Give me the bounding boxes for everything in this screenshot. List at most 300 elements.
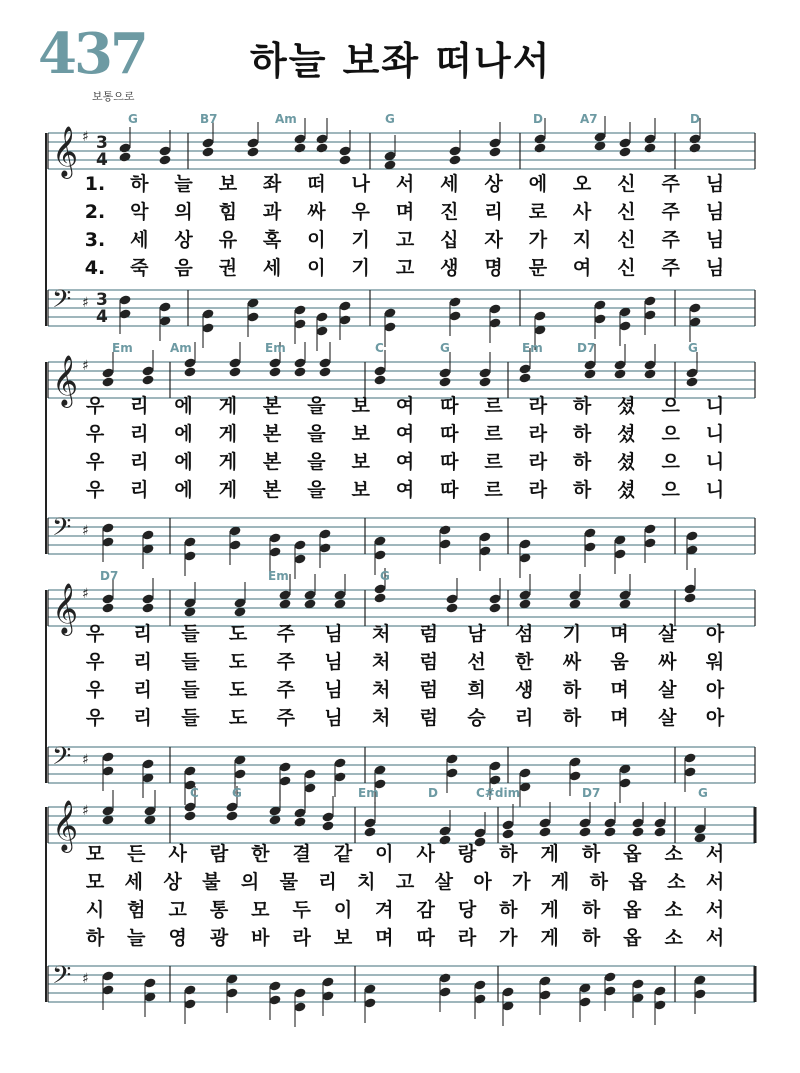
bass-note (363, 983, 376, 1023)
lyric-syllable: 혹 (262, 229, 282, 251)
lyric-syllable: 살 (658, 707, 677, 729)
lyric-syllable: 하 (499, 843, 518, 865)
chord-symbol: G (380, 569, 390, 583)
chord-symbol: D (428, 786, 438, 800)
chord-symbol: C (190, 786, 199, 800)
lyric-syllable: 죽 (130, 257, 149, 279)
lyric-syllable: 르 (484, 479, 503, 501)
treble-staff (48, 116, 755, 179)
lyric-syllable: 본 (262, 479, 282, 501)
bass-clef-icon: 𝄢 (52, 285, 72, 320)
lyric-syllable: 처 (372, 623, 391, 645)
lyric-syllable: 남 (467, 623, 486, 645)
bass-staff (48, 742, 755, 808)
lyric-syllable: 리 (133, 707, 152, 729)
chord-symbol: B7 (200, 112, 218, 126)
bass-note (438, 524, 451, 564)
treble-note (438, 352, 451, 388)
treble-note (445, 578, 458, 614)
bass-note (613, 534, 626, 574)
treble-note (293, 342, 306, 378)
lyric-line-verse-4 (85, 256, 724, 279)
bass-note (501, 986, 514, 1026)
chord-symbol: G (128, 112, 138, 126)
lyric-syllable: 셨 (617, 395, 636, 417)
lyric-syllable: 여 (572, 257, 592, 279)
lyric-syllable: 자 (484, 229, 503, 251)
lyric-syllable: 따 (440, 479, 459, 501)
bass-note (101, 751, 114, 791)
treble-note (141, 350, 154, 386)
chord-symbol: Am (170, 341, 192, 355)
bass-note (688, 302, 701, 342)
lyric-syllable: 에 (174, 395, 193, 417)
lyric-syllable: 우 (85, 623, 105, 645)
lyric-syllable: 한 (251, 843, 270, 865)
bass-clef-icon: 𝄢 (52, 961, 72, 996)
lyric-syllable: 섬 (515, 623, 534, 645)
treble-note (448, 130, 461, 166)
lyric-syllable: 주 (661, 229, 680, 251)
lyric-syllable: 겨 (375, 899, 394, 921)
lyric-syllable: 리 (133, 651, 152, 673)
bass-note (603, 971, 616, 1011)
lyric-syllable: 라 (528, 479, 548, 501)
lyric-syllable: 불 (202, 871, 221, 893)
hymn-number: 437 (38, 21, 146, 87)
bass-note (321, 976, 334, 1016)
lyric-syllable: 하 (85, 927, 105, 949)
lyric-syllable: 희 (467, 679, 486, 701)
treble-note (101, 790, 114, 826)
lyric-syllable: 따 (416, 927, 435, 949)
lyric-syllable: 서 (395, 173, 415, 195)
lyric-syllable: 들 (181, 623, 200, 645)
lyric-syllable: 럼 (419, 651, 438, 673)
treble-clef-icon: 𝄞 (52, 126, 79, 177)
lyric-syllable: 처 (372, 707, 391, 729)
lyric-syllable: 주 (661, 257, 680, 279)
treble-note (488, 578, 501, 614)
key-signature-sharp-icon: ♯ (82, 752, 89, 768)
lyric-syllable: 을 (307, 395, 326, 417)
treble-note (373, 350, 386, 386)
lyric-syllable: 하 (572, 479, 592, 501)
lyric-syllable: 생 (515, 679, 534, 701)
lyric-syllable: 주 (661, 173, 680, 195)
lyric-syllable: 이 (375, 843, 394, 865)
lyric-syllable: 게 (540, 899, 559, 921)
lyric-syllable: 니 (705, 479, 725, 501)
lyric-syllable: 늘 (127, 927, 146, 949)
lyric-syllable: 생 (440, 257, 459, 279)
lyric-syllable: 을 (307, 451, 326, 473)
chord-symbol: Em (268, 569, 289, 583)
lyric-syllable: 우 (85, 707, 105, 729)
lyric-syllable: 에 (174, 423, 193, 445)
treble-note (315, 118, 328, 154)
lyric-syllable: 여 (395, 395, 415, 417)
chord-symbol: A7 (580, 112, 598, 126)
bass-note (653, 985, 666, 1025)
time-signature: 4 (96, 150, 108, 170)
lyric-syllable: 게 (550, 871, 570, 893)
lyric-syllable: 승 (467, 707, 486, 729)
lyric-syllable: 살 (658, 623, 677, 645)
verse-number: 2. (84, 201, 106, 223)
bass-note (293, 987, 306, 1027)
lyric-syllable: 상 (484, 173, 503, 195)
lyric-syllable: 기 (351, 257, 370, 279)
lyric-syllable: 르 (484, 451, 503, 473)
lyric-syllable: 하 (581, 899, 601, 921)
treble-note (228, 342, 241, 378)
lyric-syllable: 세 (130, 229, 149, 251)
lyric-syllable: 떠 (307, 173, 326, 195)
lyric-line-verse-4 (86, 478, 724, 501)
bass-note (593, 299, 606, 339)
lyric-syllable: 험 (127, 899, 146, 921)
music-system-3 (46, 568, 755, 808)
treble-note (518, 574, 531, 610)
lyric-syllable: 도 (228, 707, 248, 729)
bass-note (685, 530, 698, 570)
lyric-line-verse-3 (85, 228, 724, 251)
lyric-syllable: 여 (395, 479, 415, 501)
lyric-syllable: 의 (240, 871, 260, 893)
lyric-syllable: 로 (528, 201, 548, 223)
lyric-syllable: 문 (528, 257, 548, 279)
lyric-syllable: 보 (351, 451, 370, 473)
lyric-syllable: 지 (572, 229, 592, 251)
lyric-syllable: 모 (85, 871, 105, 893)
lyric-syllable: 바 (251, 927, 270, 949)
lyric-syllable: 신 (617, 201, 636, 223)
lyric-syllable: 라 (528, 395, 548, 417)
lyric-syllable: 라 (528, 423, 548, 445)
key-signature-sharp-icon: ♯ (82, 971, 89, 987)
lyric-syllable: 모 (251, 899, 270, 921)
bass-note (141, 529, 154, 569)
treble-note (303, 574, 316, 610)
lyric-syllable: 유 (218, 229, 238, 251)
lyric-syllable: 들 (181, 651, 200, 673)
lyric-syllable: 보 (351, 395, 370, 417)
lyric-syllable: 리 (133, 623, 152, 645)
lyric-syllable: 니 (705, 395, 725, 417)
chord-symbol: G (440, 341, 450, 355)
lyric-syllable: 우 (85, 679, 105, 701)
lyric-syllable: 하 (581, 843, 601, 865)
lyric-syllable: 좌 (262, 173, 282, 195)
treble-note (333, 574, 346, 610)
treble-staff (48, 786, 755, 853)
lyric-syllable: 명 (484, 257, 503, 279)
lyric-syllable: 리 (318, 871, 337, 893)
chord-symbol: D (533, 112, 543, 126)
lyric-syllable: 모 (85, 843, 105, 865)
treble-note (693, 808, 706, 844)
chord-symbol: D7 (100, 569, 119, 583)
music-system-1 (46, 112, 755, 351)
lyric-syllable: 옵 (623, 843, 642, 865)
lyric-syllable: 우 (85, 451, 105, 473)
lyric-syllable: 님 (705, 201, 725, 223)
bass-note (183, 984, 196, 1024)
treble-note (143, 790, 156, 826)
treble-note (438, 810, 451, 846)
bass-note (518, 538, 531, 578)
lyric-line-verse-1 (86, 394, 724, 417)
lyric-syllable: 게 (218, 479, 238, 501)
lyric-syllable: 든 (127, 843, 146, 865)
lyric-syllable: 가 (499, 927, 518, 949)
lyric-syllable: 라 (528, 451, 548, 473)
bass-staff (48, 961, 755, 1027)
chord-symbol: Em (358, 786, 379, 800)
lyric-syllable: 시 (85, 899, 105, 921)
treble-note (643, 118, 656, 154)
chord-symbol: C#dim (476, 786, 521, 800)
lyric-syllable: 아 (705, 623, 725, 645)
chord-symbol: Em (265, 341, 286, 355)
lyric-syllable: 여 (395, 451, 415, 473)
lyric-syllable: 며 (395, 201, 415, 223)
lyric-syllable: 하 (130, 173, 149, 195)
lyric-syllable: 게 (540, 843, 559, 865)
lyric-syllable: 따 (440, 451, 459, 473)
chord-symbol: G (385, 112, 395, 126)
lyric-syllable: 셨 (617, 451, 636, 473)
lyric-syllable: 며 (375, 927, 394, 949)
lyric-syllable: 나 (351, 173, 370, 195)
lyric-syllable: 악 (130, 201, 149, 223)
bass-note (518, 767, 531, 807)
lyric-syllable: 권 (218, 257, 238, 279)
lyric-syllable: 하 (572, 451, 592, 473)
lyric-syllable: 같 (333, 843, 353, 865)
lyric-syllable: 을 (307, 479, 326, 501)
bass-note (488, 303, 501, 343)
treble-note (318, 342, 331, 378)
lyric-syllable: 살 (658, 679, 677, 701)
lyric-syllable: 도 (228, 651, 248, 673)
lyric-syllable: 기 (351, 229, 370, 251)
lyric-syllable: 광 (209, 927, 229, 949)
lyric-syllable: 여 (395, 423, 415, 445)
bass-note (583, 527, 596, 567)
lyric-syllable: 주 (276, 707, 295, 729)
lyric-syllable: 하 (499, 899, 518, 921)
lyric-syllable: 우 (85, 651, 105, 673)
bass-note (618, 306, 631, 346)
bass-clef-icon: 𝄢 (52, 742, 72, 777)
lyric-syllable: 과 (262, 201, 282, 223)
lyric-syllable: 님 (705, 257, 725, 279)
lyric-syllable: 싸 (658, 651, 677, 673)
lyric-syllable: 살 (434, 871, 453, 893)
lyric-syllable: 세 (124, 871, 143, 893)
lyric-syllable: 님 (324, 651, 343, 673)
lyric-syllable: 신 (617, 257, 636, 279)
lyric-syllable: 서 (705, 899, 725, 921)
verse-number: 1. (84, 173, 106, 195)
lyric-syllable: 리 (130, 395, 149, 417)
lyric-syllable: 옵 (623, 899, 642, 921)
lyric-syllable: 람 (209, 843, 229, 865)
tempo-marking: 보통으로 (92, 90, 135, 103)
lyric-syllable: 셨 (617, 479, 636, 501)
treble-note (141, 578, 154, 614)
chord-symbol: D (690, 112, 700, 126)
lyric-syllable: 리 (515, 707, 534, 729)
bass-staff (48, 513, 755, 579)
lyric-syllable: 따 (440, 395, 459, 417)
lyric-syllable: 음 (174, 257, 193, 279)
lyric-syllable: 움 (610, 651, 629, 673)
treble-note (101, 578, 114, 614)
bass-note (693, 974, 706, 1014)
bass-note (315, 311, 328, 351)
lyric-syllable: 감 (416, 899, 435, 921)
bass-note (268, 532, 281, 572)
lyric-syllable: 본 (262, 395, 282, 417)
lyric-syllable: 우 (85, 395, 105, 417)
bass-note (293, 539, 306, 579)
bass-note (568, 756, 581, 796)
lyric-line-verse-2 (86, 650, 724, 673)
lyric-syllable: 아 (705, 679, 725, 701)
time-signature: 3 (96, 133, 108, 153)
lyric-syllable: 라 (457, 927, 477, 949)
lyric-syllable: 보 (218, 173, 238, 195)
lyric-syllable: 게 (218, 395, 238, 417)
hymn-title: 하늘 보좌 떠나서 (250, 39, 552, 83)
treble-note (233, 582, 246, 618)
lyric-syllable: 며 (610, 707, 629, 729)
lyric-syllable: 서 (705, 843, 725, 865)
bass-note (158, 301, 171, 341)
lyric-syllable: 이 (333, 899, 353, 921)
bass-note (683, 752, 696, 792)
lyric-syllable: 상 (163, 871, 182, 893)
lyric-syllable: 럼 (419, 679, 438, 701)
treble-note (501, 804, 514, 840)
lyric-syllable: 님 (705, 229, 725, 251)
treble-note (246, 122, 259, 158)
chord-symbol: Em (522, 341, 543, 355)
key-signature-sharp-icon: ♯ (82, 129, 89, 145)
lyric-syllable: 우 (351, 201, 370, 223)
lyric-syllable: 오 (572, 173, 592, 195)
lyric-syllable: 도 (228, 623, 248, 645)
treble-note (683, 568, 696, 604)
lyric-syllable: 서 (705, 871, 725, 893)
bass-note (143, 977, 156, 1017)
lyric-syllable: 사 (572, 201, 592, 223)
lyric-syllable: 주 (661, 201, 680, 223)
treble-clef-icon: 𝄞 (52, 355, 79, 406)
lyric-line-verse-4 (85, 926, 724, 949)
treble-clef-icon: 𝄞 (52, 583, 79, 634)
lyric-syllable: 한 (515, 651, 534, 673)
lyric-syllable: 가 (512, 871, 531, 893)
lyric-syllable: 고 (395, 229, 415, 251)
lyric-syllable: 영 (168, 927, 187, 949)
lyric-syllable: 을 (307, 423, 326, 445)
bass-note (578, 982, 591, 1022)
lyric-syllable: 하 (589, 871, 608, 893)
lyric-syllable: 본 (262, 451, 282, 473)
music-system-4 (46, 786, 755, 1027)
lyric-syllable: 님 (324, 707, 343, 729)
lyric-syllable: 으 (661, 479, 680, 501)
treble-note (321, 796, 334, 832)
lyric-syllable: 아 (473, 871, 492, 893)
lyric-line-verse-3 (86, 898, 724, 921)
lyric-line-verse-4 (86, 706, 725, 729)
lyric-syllable: 싸 (562, 651, 582, 673)
bass-note (473, 979, 486, 1019)
lyric-syllable: 싸 (307, 201, 326, 223)
bass-note (618, 763, 631, 803)
lyric-syllable: 통 (209, 899, 229, 921)
chord-symbol: C (375, 341, 384, 355)
music-system-2 (46, 341, 755, 579)
treble-note (383, 135, 396, 171)
verse-number: 3. (84, 229, 106, 251)
lyric-syllable: 니 (705, 451, 725, 473)
lyric-syllable: 당 (457, 899, 477, 921)
lyric-syllable: 신 (617, 229, 636, 251)
lyric-syllable: 소 (664, 927, 683, 949)
lyric-line-verse-1 (86, 842, 724, 865)
lyric-syllable: 리 (130, 423, 149, 445)
lyric-syllable: 이 (307, 257, 326, 279)
lyric-syllable: 하 (562, 707, 582, 729)
lyric-syllable: 본 (262, 423, 282, 445)
lyric-syllable: 니 (705, 423, 725, 445)
lyric-syllable: 고 (168, 899, 187, 921)
lyric-syllable: 며 (610, 623, 629, 645)
bass-note (228, 525, 241, 565)
lyric-syllable: 님 (324, 623, 343, 645)
lyric-syllable: 서 (705, 927, 725, 949)
treble-note (685, 352, 698, 388)
lyric-syllable: 럼 (419, 707, 438, 729)
treble-note (478, 352, 491, 388)
lyric-syllable: 늘 (174, 173, 193, 195)
lyric-syllable: 도 (228, 679, 248, 701)
bass-note (318, 528, 331, 568)
bass-note (118, 294, 131, 334)
lyric-syllable: 으 (661, 423, 680, 445)
lyric-syllable: 보 (351, 479, 370, 501)
chord-symbol: G (698, 786, 708, 800)
lyric-syllable: 치 (357, 871, 376, 893)
lyric-syllable: 가 (528, 229, 548, 251)
bass-clef-icon: 𝄢 (52, 513, 72, 548)
treble-note (293, 792, 306, 828)
lyric-syllable: 에 (528, 173, 548, 195)
lyric-syllable: 랑 (457, 843, 477, 865)
bass-note (445, 753, 458, 793)
bass-note (101, 522, 114, 562)
lyric-syllable: 이 (307, 229, 326, 251)
bass-note (448, 296, 461, 336)
lyric-syllable: 럼 (419, 623, 438, 645)
lyric-syllable: 상 (174, 229, 193, 251)
